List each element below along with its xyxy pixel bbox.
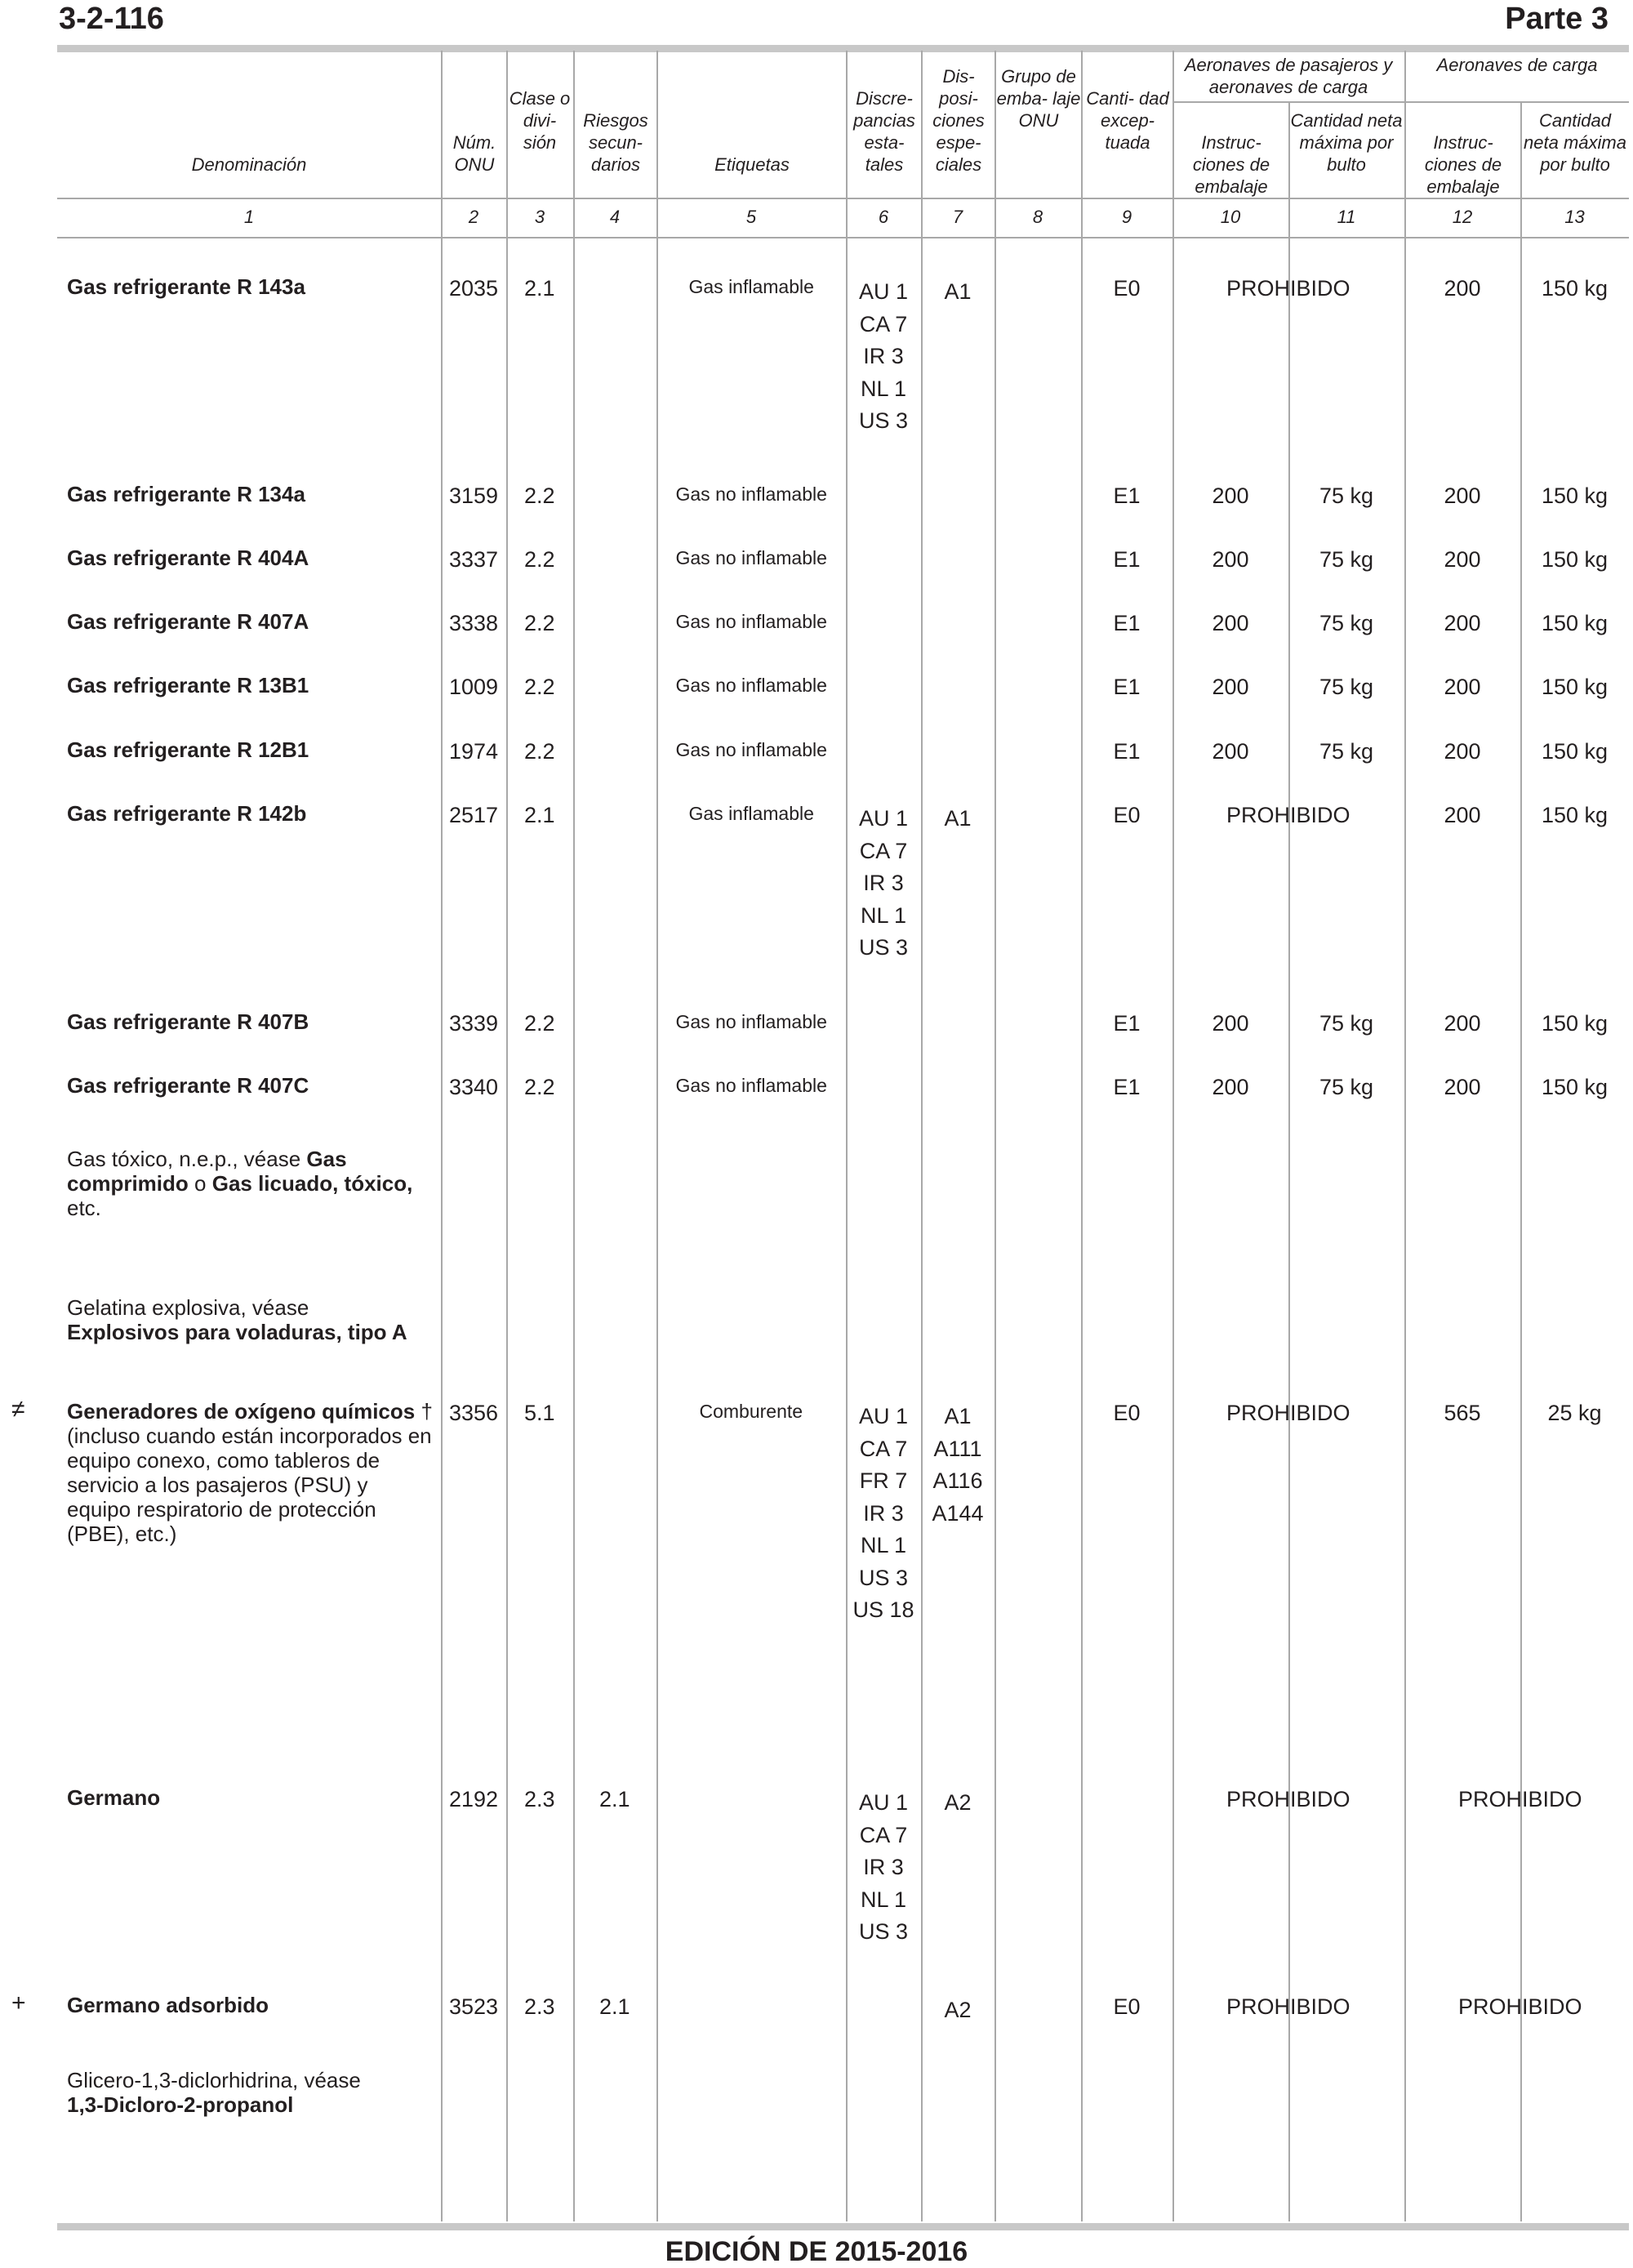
hazard-label: Gas inflamable [688, 276, 814, 297]
header-num-onu: Núm. ONU [452, 132, 496, 175]
substance-name-bold: Gas refrigerante R 142b [67, 801, 307, 826]
excepted-quantity: E0 [1113, 1994, 1141, 2019]
pax-prohibited: PROHIBIDO [1226, 1401, 1350, 1425]
column-divider [506, 51, 508, 2221]
change-marker: + [11, 1990, 26, 2016]
pax-max-quantity: 75 kg [1319, 1011, 1374, 1036]
cao-packing-instruction: 200 [1444, 611, 1481, 635]
substance-name-bold: Germano adsorbido [67, 1993, 269, 2017]
pax-prohibited: PROHIBIDO [1226, 1787, 1350, 1811]
reference-glicero [67, 2068, 434, 2117]
column-number-12: 12 [1452, 207, 1473, 227]
edition-footer: EDICIÓN DE 2015-2016 [665, 2236, 968, 2267]
excepted-quantity: E0 [1113, 276, 1141, 301]
excepted-quantity: E1 [1113, 739, 1141, 764]
cao-packing-instruction: 200 [1444, 739, 1481, 764]
top-rule [57, 45, 1629, 52]
pax-max-quantity: 75 kg [1319, 483, 1374, 508]
reference-text: o [188, 1171, 212, 1196]
header-denominacion: Denominación [191, 154, 307, 175]
header-clase: Clase o divi- sión [509, 88, 571, 153]
pax-packing-instruction: 200 [1212, 675, 1249, 699]
substance-name [67, 1399, 434, 1546]
header-etiquetas: Etiquetas [714, 154, 790, 175]
state-variation: NL 1 [860, 376, 907, 401]
substance-name-bold: Germano [67, 1785, 161, 1810]
state-variation: US 3 [858, 935, 909, 960]
pax-prohibited: PROHIBIDO [1226, 1994, 1350, 2019]
cao-max-quantity: 150 kg [1542, 547, 1609, 572]
state-variation: AU 1 [858, 279, 909, 304]
hazard-label: Gas no inflamable [675, 547, 827, 568]
special-provisions [921, 1994, 994, 2027]
pax-max-quantity: 75 kg [1319, 675, 1374, 699]
cao-max-quantity: 150 kg [1542, 276, 1609, 301]
hazard-label: Gas no inflamable [675, 675, 827, 696]
state-variation: AU 1 [858, 1790, 909, 1815]
column-divider [1081, 51, 1083, 2221]
pax-prohibited: PROHIBIDO [1226, 803, 1350, 827]
state-variations [846, 1401, 921, 1627]
special-provision: A111 [933, 1436, 982, 1461]
state-variations [846, 276, 921, 438]
pax-packing-instruction: 200 [1212, 739, 1249, 764]
header-riesgos: Riesgos secun- darios [583, 110, 648, 175]
class-division: 2.1 [524, 803, 555, 827]
state-variations [846, 803, 921, 965]
hazard-label: Gas no inflamable [675, 483, 827, 505]
hazard-label: Comburente [699, 1401, 803, 1422]
substance-name-bold: Generadores de oxígeno químicos [67, 1399, 416, 1424]
state-variation: US 18 [852, 1597, 914, 1622]
class-division: 2.3 [524, 1994, 555, 2019]
substance-name-detail: † (incluso cuando están incorporados en equipo conexo, como tableros de servicio a los pasajeros (PSU) y equipo respiratorio de protección (PBE), etc.) [67, 1399, 433, 1546]
special-provision: A2 [944, 1790, 972, 1815]
substance-name [67, 482, 434, 506]
state-variation: NL 1 [860, 902, 907, 928]
un-number: 3356 [449, 1401, 499, 1425]
substance-name-bold: Gas refrigerante R 404A [67, 546, 309, 570]
state-variation: US 3 [858, 408, 909, 433]
special-provisions [921, 803, 994, 835]
state-variation: AU 1 [858, 1404, 909, 1428]
excepted-quantity: E1 [1113, 483, 1141, 508]
subheader-divider [1172, 101, 1629, 103]
state-variation: US 3 [858, 1919, 909, 1944]
column-divider [921, 51, 923, 2221]
subsidiary-risk: 2.1 [599, 1994, 630, 2019]
hazard-label: Gas no inflamable [675, 611, 827, 632]
pax-packing-instruction: 200 [1212, 1011, 1249, 1036]
cao-packing-instruction: 200 [1444, 547, 1481, 572]
reference-bold: Gas comprimido [67, 1147, 347, 1196]
class-division: 2.2 [524, 611, 555, 635]
header-pasajeros-group: Aeronaves de pasajeros y aeronaves de carga [1184, 55, 1393, 97]
substance-name [67, 737, 434, 762]
pax-packing-instruction: 200 [1212, 547, 1249, 572]
substance-name-bold: Gas refrigerante R 407C [67, 1073, 309, 1098]
column-number-1: 1 [243, 207, 255, 227]
cao-prohibited: PROHIBIDO [1458, 1787, 1582, 1811]
class-division: 2.3 [524, 1787, 555, 1811]
state-variation: NL 1 [860, 1533, 907, 1557]
header-divider [57, 198, 1629, 199]
excepted-quantity: E1 [1113, 1075, 1141, 1099]
substance-name [67, 609, 434, 634]
un-number: 3338 [449, 611, 499, 635]
column-divider [441, 51, 443, 2221]
change-marker: ≠ [11, 1396, 25, 1423]
state-variation: IR 3 [863, 871, 904, 895]
substance-name [67, 1009, 434, 1034]
pax-packing-instruction: 200 [1212, 1075, 1249, 1099]
substance-name-bold: Gas refrigerante R 134a [67, 482, 305, 506]
class-division: 2.2 [524, 739, 555, 764]
substance-name [67, 1073, 434, 1098]
un-number: 3523 [449, 1994, 499, 2019]
state-variation: IR 3 [863, 1855, 904, 1879]
column-number-2: 2 [468, 207, 479, 227]
class-division: 2.2 [524, 483, 555, 508]
pax-max-quantity: 75 kg [1319, 1075, 1374, 1099]
reference-gas-toxico [67, 1147, 434, 1220]
cao-max-quantity: 25 kg [1547, 1401, 1602, 1425]
reference-text: Gelatina explosiva, véase [67, 1295, 309, 1320]
cao-packing-instruction: 565 [1444, 1401, 1481, 1425]
cao-max-quantity: 150 kg [1542, 675, 1609, 699]
column-number-6: 6 [878, 207, 889, 227]
pax-max-quantity: 75 kg [1319, 547, 1374, 572]
cao-max-quantity: 150 kg [1542, 483, 1609, 508]
pax-max-quantity: 75 kg [1319, 739, 1374, 764]
reference-bold: Explosivos para voladuras, tipo A [67, 1320, 407, 1344]
column-divider [1172, 51, 1174, 2221]
reference-bold: Gas licuado, tóxico, [211, 1171, 413, 1196]
class-division: 2.2 [524, 675, 555, 699]
header-carga-group: Aeronaves de carga [1436, 55, 1598, 75]
special-provisions [921, 276, 994, 309]
column-number-13: 13 [1564, 207, 1585, 227]
state-variation: CA 7 [859, 311, 908, 336]
special-provisions [921, 1787, 994, 1820]
column-number-3: 3 [534, 207, 545, 227]
un-number: 3337 [449, 547, 499, 572]
class-division: 5.1 [524, 1401, 555, 1425]
cao-packing-instruction: 200 [1444, 1011, 1481, 1036]
cao-max-quantity: 150 kg [1542, 803, 1609, 827]
hazard-label: Gas no inflamable [675, 739, 827, 760]
state-variation: CA 7 [859, 838, 908, 863]
pax-prohibited: PROHIBIDO [1226, 276, 1350, 301]
cao-packing-instruction: 200 [1444, 276, 1481, 301]
cao-prohibited: PROHIBIDO [1458, 1994, 1582, 2019]
part-title: Parte 3 [1505, 2, 1609, 36]
special-provision: A1 [944, 1404, 972, 1428]
subsidiary-risk: 2.1 [599, 1787, 630, 1811]
substance-name [67, 274, 434, 299]
column-divider [1288, 101, 1290, 2221]
cao-max-quantity: 150 kg [1542, 739, 1609, 764]
substance-name [67, 673, 434, 697]
column-number-7: 7 [952, 207, 963, 227]
substance-name-bold: Gas refrigerante R 13B1 [67, 673, 309, 697]
substance-name-bold: Gas refrigerante R 143a [67, 274, 305, 299]
header-grupo: Grupo de emba- laje ONU [996, 66, 1081, 131]
header-cantidad-neta-pax: Cantidad neta máxima por bulto [1290, 110, 1403, 175]
cao-packing-instruction: 200 [1444, 483, 1481, 508]
pax-packing-instruction: 200 [1212, 483, 1249, 508]
excepted-quantity: E0 [1113, 803, 1141, 827]
special-provision: A144 [932, 1500, 984, 1526]
state-variation: CA 7 [859, 1436, 908, 1461]
class-division: 2.2 [524, 1011, 555, 1036]
column-divider [1404, 51, 1406, 2221]
header-disposiciones: Dis- posi- ciones espe- ciales [932, 66, 985, 175]
cao-packing-instruction: 200 [1444, 1075, 1481, 1099]
column-number-10: 10 [1220, 207, 1241, 227]
un-number: 3159 [449, 483, 499, 508]
special-provisions [921, 1401, 994, 1530]
state-variation: IR 3 [863, 1500, 904, 1526]
column-number-5: 5 [745, 207, 757, 227]
un-number: 2192 [449, 1787, 499, 1811]
cao-max-quantity: 150 kg [1542, 1075, 1609, 1099]
column-divider [994, 51, 996, 2221]
state-variations [846, 1787, 921, 1949]
special-provision: A1 [944, 806, 972, 831]
excepted-quantity: E1 [1113, 1011, 1141, 1036]
substance-name [67, 801, 434, 826]
un-number: 1974 [449, 739, 499, 764]
special-provision: A116 [932, 1468, 983, 1493]
column-divider [1520, 101, 1522, 2221]
state-variation: AU 1 [858, 806, 909, 831]
state-variation: CA 7 [859, 1822, 908, 1847]
un-number: 2517 [449, 803, 499, 827]
reference-text: Glicero-1,3-diclorhidrina, véase [67, 2068, 361, 2092]
page-number: 3-2-116 [59, 2, 164, 36]
header-cantidad-neta-cao: Cantidad neta máxima por bulto [1524, 110, 1626, 175]
class-division: 2.2 [524, 1075, 555, 1099]
substance-name-bold: Gas refrigerante R 12B1 [67, 737, 309, 762]
state-variation: FR 7 [859, 1468, 908, 1493]
column-number-8: 8 [1032, 207, 1043, 227]
special-provision: A1 [944, 279, 972, 304]
un-number: 2035 [449, 276, 499, 301]
header-instrucciones-cao: Instruc- ciones de embalaje [1424, 132, 1502, 197]
excepted-quantity: E1 [1113, 547, 1141, 572]
un-number: 3340 [449, 1075, 499, 1099]
special-provision: A2 [944, 1998, 972, 2022]
column-divider [656, 51, 658, 2221]
column-number-4: 4 [609, 207, 621, 227]
un-number: 1009 [449, 675, 499, 699]
class-division: 2.2 [524, 547, 555, 572]
substance-name [67, 546, 434, 570]
cao-max-quantity: 150 kg [1542, 1011, 1609, 1036]
state-variation: IR 3 [863, 344, 904, 368]
substance-name [67, 1993, 434, 2017]
cao-max-quantity: 150 kg [1542, 611, 1609, 635]
un-number: 3339 [449, 1011, 499, 1036]
pax-max-quantity: 75 kg [1319, 611, 1374, 635]
pax-packing-instruction: 200 [1212, 611, 1249, 635]
substance-name [67, 1785, 434, 1810]
column-number-11: 11 [1337, 207, 1356, 227]
substance-name-bold: Gas refrigerante R 407A [67, 609, 309, 634]
reference-gelatina [67, 1295, 434, 1344]
excepted-quantity: E0 [1113, 1401, 1141, 1425]
class-division: 2.1 [524, 276, 555, 301]
reference-bold: 1,3-Dicloro-2-propanol [67, 2092, 294, 2117]
header-instrucciones-pax: Instruc- ciones de embalaje [1192, 132, 1270, 197]
reference-text: Gas tóxico, n.e.p., véase [67, 1147, 307, 1171]
substance-name-bold: Gas refrigerante R 407B [67, 1009, 309, 1034]
bottom-rule [57, 2223, 1629, 2230]
column-number-9: 9 [1121, 207, 1132, 227]
column-divider [573, 51, 575, 2221]
state-variation: US 3 [858, 1565, 909, 1590]
cao-packing-instruction: 200 [1444, 803, 1481, 827]
header-cantidad-exceptuada: Canti- dad excep- tuada [1086, 88, 1169, 153]
excepted-quantity: E1 [1113, 675, 1141, 699]
header-discrepancias: Discre- pancias esta- tales [853, 88, 915, 175]
cao-packing-instruction: 200 [1444, 675, 1481, 699]
hazard-label: Gas no inflamable [675, 1011, 827, 1032]
reference-text: etc. [67, 1196, 101, 1220]
colnum-divider [57, 237, 1629, 238]
hazard-label: Gas inflamable [688, 803, 814, 824]
excepted-quantity: E1 [1113, 611, 1141, 635]
hazard-label: Gas no inflamable [675, 1075, 827, 1096]
state-variation: NL 1 [860, 1887, 907, 1912]
